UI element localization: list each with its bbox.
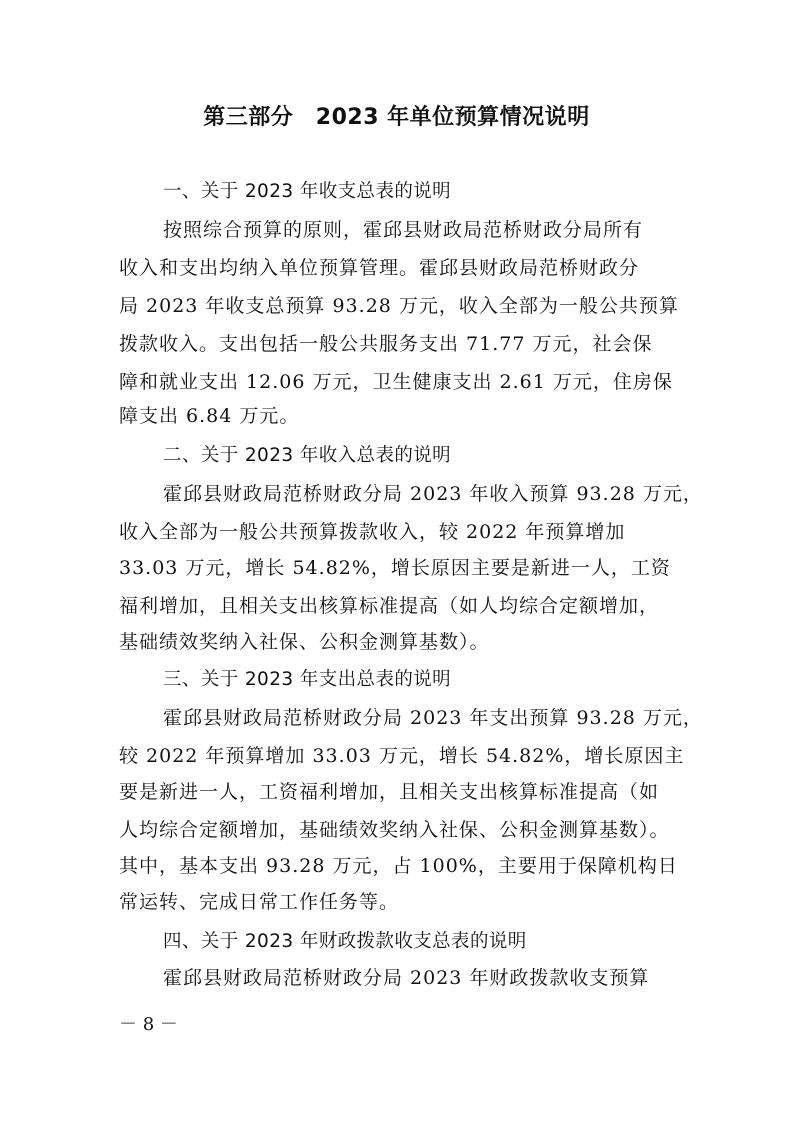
- page-title: 第三部分 2023 年单位预算情况说明: [203, 105, 590, 130]
- paragraph-line: 收入全部为一般公共预算拨款收入，较 2022 年预算增加: [119, 521, 626, 543]
- section-heading-3: 三、关于 2023 年支出总表的说明: [163, 669, 452, 690]
- section-heading-1: 一、关于 2023 年收支总表的说明: [163, 181, 452, 202]
- paragraph-line: 基础绩效奖纳入社保、公积金测算基数）。: [119, 631, 490, 653]
- paragraph-line: 人均综合定额增加，基础绩效奖纳入社保、公积金测算基数）。: [119, 819, 670, 841]
- paragraph-line: 其中，基本支出 93.28 万元，占 100%，主要用于保障机构日: [119, 855, 678, 877]
- paragraph-line: 障支出 6.84 万元。: [119, 405, 300, 427]
- paragraph-line: 33.03 万元，增长 54.82%，增长原因主要是新进一人，工资: [119, 557, 671, 579]
- section-heading-4: 四、关于 2023 年财政拨款收支总表的说明: [163, 931, 527, 952]
- paragraph-line: 拨款收入。支出包括一般公共服务支出 71.77 万元，社会保: [119, 333, 653, 355]
- paragraph-line: 较 2022 年预算增加 33.03 万元，增长 54.82%，增长原因主: [119, 745, 685, 767]
- paragraph-line: 局 2023 年收支总预算 93.28 万元，收入全部为一般公共预算: [119, 295, 679, 317]
- paragraph-line: 按照综合预算的原则，霍邱县财政局范桥财政分局所有: [163, 219, 644, 241]
- paragraph-line: 福利增加，且相关支出核算标准提高（如人均综合定额增加，: [119, 595, 660, 617]
- paragraph-line: 霍邱县财政局范桥财政分局 2023 年支出预算 93.28 万元，: [163, 707, 703, 729]
- section-heading-2: 二、关于 2023 年收入总表的说明: [163, 445, 452, 466]
- paragraph-line: 收入和支出均纳入单位预算管理。霍邱县财政局范桥财政分: [119, 257, 640, 279]
- paragraph-line: 常运转、完成日常工作任务等。: [119, 891, 400, 913]
- paragraph-line: 障和就业支出 12.06 万元，卫生健康支出 2.61 万元，住房保: [119, 371, 673, 393]
- paragraph-line: 霍邱县财政局范桥财政分局 2023 年收入预算 93.28 万元，: [163, 483, 703, 505]
- paragraph-line: 要是新进一人，工资福利增加，且相关支出核算标准提高（如: [119, 781, 660, 803]
- page-number: － 8 －: [119, 1014, 178, 1035]
- paragraph-line: 霍邱县财政局范桥财政分局 2023 年财政拨款收支预算: [163, 967, 650, 989]
